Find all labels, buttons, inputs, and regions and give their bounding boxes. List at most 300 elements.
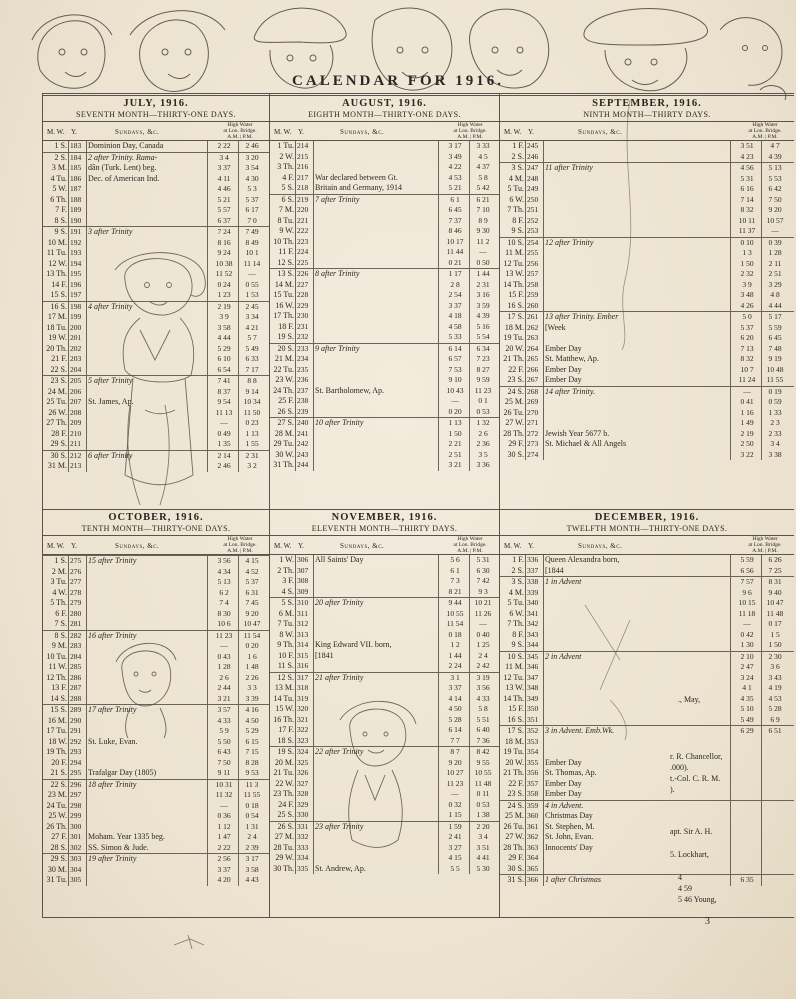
day-of-year: 228 xyxy=(297,290,309,299)
high-water-am: 3 56 xyxy=(217,556,231,565)
day-event: 1 in Advent xyxy=(545,577,582,586)
day-row xyxy=(500,162,794,174)
day-row xyxy=(500,184,794,195)
day-date: 17 S. xyxy=(507,312,524,321)
col-y: Y. xyxy=(528,542,534,550)
high-water-pm: 4 7 xyxy=(770,141,780,150)
day-row xyxy=(270,651,499,662)
month-september xyxy=(500,98,794,508)
high-water-am: 5 6 xyxy=(450,555,460,564)
day-of-year: 184 xyxy=(70,152,82,162)
day-of-year: 193 xyxy=(70,248,82,257)
day-row xyxy=(43,248,269,259)
high-water-am: 1 50 xyxy=(448,428,462,438)
high-water-am: 5 9 xyxy=(219,726,229,735)
high-water-am: 5 29 xyxy=(217,343,231,353)
high-water-am: 8 16 xyxy=(217,237,231,247)
day-of-year: 215 xyxy=(297,151,309,161)
day-row xyxy=(500,323,794,334)
day-row xyxy=(270,789,499,800)
high-water-pm: 2 6 xyxy=(478,428,488,438)
day-row xyxy=(270,268,499,280)
day-date: 19 S. xyxy=(277,332,294,341)
day-of-year: 227 xyxy=(297,279,309,289)
day-of-year: 364 xyxy=(527,853,539,862)
day-row xyxy=(43,418,269,429)
high-water-pm: 2 39 xyxy=(245,842,259,852)
month-november xyxy=(270,512,499,917)
high-water-pm: 6 15 xyxy=(245,736,259,746)
day-of-year: 305 xyxy=(70,875,82,884)
day-row xyxy=(270,407,499,418)
day-row xyxy=(500,141,794,152)
high-water-pm: 3 43 xyxy=(768,672,782,682)
high-water-am: 0 43 xyxy=(217,651,231,661)
high-water-pm: 7 10 xyxy=(476,205,490,214)
high-water-pm: — xyxy=(479,619,487,628)
col-y: Y. xyxy=(298,128,304,136)
day-row xyxy=(43,853,269,865)
hw-line-1: High Water xyxy=(457,536,483,542)
day-row xyxy=(500,344,794,355)
high-water-am: 5 33 xyxy=(448,332,462,341)
high-water-am: 5 0 xyxy=(742,312,752,321)
high-water-pm: 6 51 xyxy=(768,726,782,735)
high-water-pm: 3 29 xyxy=(768,279,782,289)
col-sundays: Sundays, &c. xyxy=(115,542,160,550)
high-water-pm: 9 20 xyxy=(245,608,259,618)
day-row xyxy=(500,768,794,779)
high-water-am: 10 27 xyxy=(446,768,464,777)
day-event: Ember Day xyxy=(545,375,582,384)
column-header xyxy=(43,535,269,555)
day-row xyxy=(270,311,499,322)
day-of-year: 320 xyxy=(297,704,309,713)
day-of-year: 191 xyxy=(70,227,82,236)
day-row xyxy=(500,737,794,748)
high-water-am: 10 55 xyxy=(446,608,464,618)
day-row xyxy=(500,450,794,461)
day-event: 23 after Trinity xyxy=(315,821,364,831)
high-water-pm: 1 53 xyxy=(245,290,259,299)
day-row xyxy=(500,662,794,673)
high-water-am: 9 44 xyxy=(448,598,462,607)
day-of-year: 347 xyxy=(527,672,539,682)
day-of-year: 287 xyxy=(70,683,82,692)
day-of-year: 185 xyxy=(70,163,82,172)
month-october xyxy=(43,512,269,917)
high-water-pm: 0 19 xyxy=(768,386,782,396)
day-of-year: 285 xyxy=(70,662,82,671)
hw-line-1: High Water xyxy=(752,536,778,542)
day-of-year: 253 xyxy=(527,226,539,235)
month-july xyxy=(43,98,269,508)
day-of-year: 314 xyxy=(297,640,309,649)
high-water-pm: 3 2 xyxy=(247,461,257,470)
day-date: 15 F. xyxy=(508,704,524,713)
day-row xyxy=(270,821,499,833)
hw-line-2: at Lon. Bridge. xyxy=(223,128,257,134)
margin-note: 3 xyxy=(705,916,710,927)
high-water-pm: 0 1 xyxy=(478,396,488,405)
day-row xyxy=(270,715,499,726)
high-water-am: 4 23 xyxy=(740,151,754,161)
high-water-pm: 9 55 xyxy=(476,757,490,767)
day-date: 5 Tu. xyxy=(507,598,524,607)
day-date: 18 F. xyxy=(278,321,294,331)
day-row xyxy=(270,258,499,269)
high-water-am: 3 37 xyxy=(448,300,462,310)
high-water-pm: 3 19 xyxy=(476,672,490,682)
day-row xyxy=(43,195,269,206)
high-water-pm: 2 36 xyxy=(476,439,490,448)
day-date: 28 Th. xyxy=(503,842,524,852)
day-event: St. Andrew, Ap. xyxy=(315,863,366,873)
day-date: 19 W. xyxy=(48,333,67,342)
high-water-pm: 2 31 xyxy=(476,279,490,289)
day-date: 25 M. xyxy=(504,811,524,820)
day-row xyxy=(270,290,499,301)
day-date: 4 M. xyxy=(508,587,524,597)
day-row xyxy=(500,439,794,450)
high-water-pm: 1 38 xyxy=(476,810,490,819)
high-water-am: 0 20 xyxy=(448,406,462,416)
high-water-pm: 0 54 xyxy=(245,811,259,820)
high-water-am: 0 49 xyxy=(217,428,231,438)
day-of-year: 265 xyxy=(527,354,539,363)
day-date: 15 Tu. xyxy=(273,290,294,299)
day-date: 6 M. xyxy=(278,608,294,618)
high-water-pm: 10 21 xyxy=(474,598,492,607)
day-of-year: 195 xyxy=(70,269,82,278)
day-date: 3 Tu. xyxy=(50,577,67,586)
high-water-am: 6 29 xyxy=(740,726,754,735)
high-water-pm: 2 20 xyxy=(476,821,490,831)
high-water-pm: 2 33 xyxy=(768,428,782,438)
day-of-year: 315 xyxy=(297,650,309,660)
high-water-pm: 9 19 xyxy=(768,354,782,363)
column-header xyxy=(43,121,269,141)
high-water-pm: 2 42 xyxy=(476,661,490,670)
day-row xyxy=(500,598,794,609)
day-event: [1841 xyxy=(315,650,334,660)
day-date: 16 W. xyxy=(275,300,294,310)
day-row xyxy=(43,408,269,419)
month-title: SEPTEMBER, 1916. xyxy=(592,98,702,109)
day-row xyxy=(500,630,794,641)
high-water-am: 5 13 xyxy=(217,577,231,586)
high-water-am: 4 1 xyxy=(742,683,752,692)
day-event: 10 after Trinity xyxy=(315,418,364,427)
day-of-year: 290 xyxy=(70,715,82,725)
day-of-year: 246 xyxy=(527,151,539,161)
hw-line-3: A.M. | P.M. xyxy=(752,548,778,554)
day-of-year: 318 xyxy=(297,683,309,692)
day-row xyxy=(43,152,269,164)
hw-line-2: at Lon. Bridge. xyxy=(223,542,257,548)
day-date: 18 S. xyxy=(277,735,294,745)
day-event: 13 after Trinity. Ember xyxy=(545,312,619,321)
middle-rule xyxy=(42,509,794,510)
day-of-year: 361 xyxy=(527,821,539,831)
day-of-year: 312 xyxy=(297,619,309,628)
high-water-pm: 10 47 xyxy=(766,598,784,607)
sketch-scribble-bottom xyxy=(170,925,210,955)
day-date: 30 W. xyxy=(275,449,294,459)
day-date: 11 F. xyxy=(278,247,294,256)
day-date: 27 F. xyxy=(51,832,67,841)
day-date: 15 W. xyxy=(275,704,294,713)
day-of-year: 248 xyxy=(527,173,539,183)
day-date: 24 S. xyxy=(507,386,524,396)
high-water-pm: 9 40 xyxy=(768,587,782,597)
day-date: 30 S. xyxy=(507,863,524,873)
high-water-am: 4 15 xyxy=(448,853,462,862)
high-water-pm: 8 28 xyxy=(245,757,259,767)
col-high-water xyxy=(443,536,497,554)
day-date: 10 Tu. xyxy=(46,651,67,661)
high-water-pm: 1 50 xyxy=(768,640,782,649)
high-water-am: 3 49 xyxy=(448,151,462,161)
high-water-pm: 4 15 xyxy=(245,556,259,565)
day-row xyxy=(43,375,269,387)
day-date: 22 S. xyxy=(50,364,67,374)
day-row xyxy=(43,577,269,588)
day-row xyxy=(500,375,794,386)
high-water-am: 3 51 xyxy=(740,141,754,150)
day-event: All Saints' Day xyxy=(315,555,364,564)
day-date: 13 S. xyxy=(277,269,294,278)
day-event: St. Michael & All Angels xyxy=(545,439,627,448)
high-water-am: 2 19 xyxy=(740,428,754,438)
day-date: 25 F. xyxy=(278,396,294,405)
hw-line-3: A.M. | P.M. xyxy=(752,134,778,140)
day-row xyxy=(43,333,269,344)
high-water-am: 7 13 xyxy=(740,343,754,353)
day-row xyxy=(500,673,794,684)
day-date: 14 F. xyxy=(51,279,67,289)
day-row xyxy=(270,343,499,355)
high-water-pm: 11 23 xyxy=(474,385,492,395)
day-row xyxy=(270,396,499,407)
day-row xyxy=(43,726,269,737)
month-december xyxy=(500,512,794,917)
day-of-year: 234 xyxy=(297,354,309,363)
day-of-year: 303 xyxy=(70,854,82,863)
day-row xyxy=(43,832,269,843)
high-water-am: 2 8 xyxy=(450,279,460,289)
high-water-am: 2 19 xyxy=(217,301,231,311)
hw-line-1: High Water xyxy=(752,122,778,128)
high-water-am: 6 16 xyxy=(740,184,754,193)
day-date: 22 F. xyxy=(508,364,524,374)
high-water-am: 5 5 xyxy=(450,863,460,873)
day-date: 11 Tu. xyxy=(46,248,67,257)
high-water-pm: 11 50 xyxy=(243,407,261,417)
high-water-am: 4 14 xyxy=(448,693,462,703)
day-date: 30 S. xyxy=(507,449,524,459)
high-water-am: 0 32 xyxy=(448,799,462,809)
day-of-year: 264 xyxy=(527,343,539,353)
high-water-pm: 10 57 xyxy=(766,215,784,225)
day-row xyxy=(500,853,794,864)
high-water-am: 0 36 xyxy=(217,811,231,820)
day-date: 23 Th. xyxy=(273,789,294,798)
high-water-am: 9 24 xyxy=(217,248,231,257)
day-date: 31 S. xyxy=(507,875,524,884)
day-of-year: 212 xyxy=(70,450,82,460)
high-water-am: 11 44 xyxy=(446,247,464,256)
day-of-year: 310 xyxy=(297,598,309,607)
margin-note: 5. Lockhart, xyxy=(670,850,709,859)
day-row xyxy=(270,429,499,440)
day-row xyxy=(43,865,269,876)
day-date: 27 M. xyxy=(274,832,294,841)
day-date: 1 W. xyxy=(279,555,294,564)
day-of-year: 251 xyxy=(527,205,539,214)
high-water-am: 7 14 xyxy=(740,194,754,204)
high-water-am: 1 35 xyxy=(217,439,231,448)
day-date: 17 S. xyxy=(507,726,524,735)
col-y: Y. xyxy=(528,128,534,136)
day-date: 31 Th. xyxy=(273,460,294,469)
day-row xyxy=(500,588,794,599)
month-subtitle: TENTH MONTH—THIRTY-ONE DAYS. xyxy=(81,524,231,533)
day-row xyxy=(500,248,794,259)
day-of-year: 232 xyxy=(297,332,309,341)
high-water-am: 1 30 xyxy=(740,640,754,649)
high-water-pm: 3 54 xyxy=(245,163,259,172)
high-water-am: 11 23 xyxy=(215,630,233,640)
day-row xyxy=(43,843,269,854)
day-event: 3 after Trinity xyxy=(88,227,133,236)
day-event: 2 in Advent xyxy=(545,651,582,661)
day-event: 7 after Trinity xyxy=(315,194,360,204)
day-date: 1 F. xyxy=(512,141,524,150)
day-event: Innocents' Day xyxy=(545,842,593,852)
day-row xyxy=(43,439,269,450)
high-water-pm: 5 42 xyxy=(476,183,490,192)
high-water-pm: 0 59 xyxy=(768,397,782,406)
day-row xyxy=(270,183,499,194)
day-of-year: 260 xyxy=(527,300,539,310)
day-row xyxy=(270,205,499,216)
day-of-year: 192 xyxy=(70,237,82,247)
month-subtitle: SEVENTH MONTH—THIRTY-ONE DAYS. xyxy=(76,110,236,119)
day-of-year: 325 xyxy=(297,757,309,767)
day-date: 7 M. xyxy=(278,205,294,214)
day-of-year: 239 xyxy=(297,406,309,416)
day-row xyxy=(500,354,794,365)
high-water-pm: 4 19 xyxy=(768,683,782,692)
day-of-year: 365 xyxy=(527,863,539,873)
day-row xyxy=(270,725,499,736)
high-water-am: 6 14 xyxy=(448,725,462,734)
day-of-year: 247 xyxy=(527,163,539,172)
day-row xyxy=(43,238,269,249)
day-event: 17 after Trinity xyxy=(88,705,137,714)
day-row xyxy=(270,640,499,651)
day-date: 21 M. xyxy=(274,354,294,363)
day-of-year: 221 xyxy=(297,215,309,225)
high-water-pm: 2 30 xyxy=(768,651,782,661)
day-event: 19 after Trinity xyxy=(88,854,137,863)
high-water-pm: 4 44 xyxy=(768,300,782,310)
high-water-am: 6 10 xyxy=(217,354,231,363)
high-water-am: 7 50 xyxy=(217,757,231,767)
col-mw: M. W. xyxy=(47,128,65,136)
day-date: 2 Th. xyxy=(277,565,294,575)
day-row xyxy=(270,152,499,163)
high-water-am: 4 46 xyxy=(217,184,231,193)
high-water-am: 3 9 xyxy=(219,312,229,321)
day-of-year: 236 xyxy=(297,375,309,384)
hw-line-2: at Lon. Bridge. xyxy=(748,542,782,548)
hw-line-2: at Lon. Bridge. xyxy=(453,128,487,134)
high-water-am: 9 20 xyxy=(448,757,462,767)
day-of-year: 322 xyxy=(297,725,309,734)
high-water-am: 9 11 xyxy=(217,768,231,777)
margin-note: 4 xyxy=(678,873,682,882)
day-row xyxy=(270,460,499,471)
high-water-am: 3 37 xyxy=(448,683,462,692)
high-water-am: 4 26 xyxy=(740,300,754,310)
day-of-year: 341 xyxy=(527,608,539,618)
month-title: AUGUST, 1916. xyxy=(342,98,427,109)
day-of-year: 254 xyxy=(527,237,539,247)
high-water-pm: 11 26 xyxy=(474,608,492,618)
day-row xyxy=(43,790,269,801)
high-water-pm: 9 30 xyxy=(476,226,490,235)
day-date: 26 S. xyxy=(277,406,294,416)
hw-line-3: A.M. | P.M. xyxy=(457,548,483,554)
day-date: 19 Th. xyxy=(46,747,67,756)
margin-note: 4 59 xyxy=(678,884,692,893)
day-row xyxy=(43,673,269,684)
day-of-year: 317 xyxy=(297,672,309,682)
day-row xyxy=(270,800,499,811)
day-date: 8 F. xyxy=(512,215,524,225)
day-event: 14 after Trinity. xyxy=(545,386,596,396)
day-date: 24 Tu. xyxy=(46,800,67,810)
day-of-year: 292 xyxy=(70,736,82,746)
high-water-am: 2 22 xyxy=(217,842,231,852)
day-date: 1 S. xyxy=(54,556,67,565)
day-event: St. Stephen, M. xyxy=(545,821,595,831)
col-mw: M. W. xyxy=(47,542,65,550)
col-sundays: Sundays, &c. xyxy=(115,128,160,136)
day-row xyxy=(500,205,794,216)
day-event: 21 after Trinity xyxy=(315,672,364,682)
day-row xyxy=(270,853,499,864)
day-date: 28 S. xyxy=(50,842,67,852)
high-water-pm: 4 8 xyxy=(770,290,780,299)
day-date: 19 Tu. xyxy=(503,747,524,756)
day-row xyxy=(43,704,269,716)
day-row xyxy=(270,661,499,672)
day-of-year: 186 xyxy=(70,173,82,183)
day-of-year: 293 xyxy=(70,747,82,756)
high-water-pm: 4 43 xyxy=(245,875,259,884)
day-event: 5 after Trinity xyxy=(88,376,133,385)
high-water-am: — xyxy=(743,619,751,628)
high-water-am: 11 24 xyxy=(738,375,756,384)
day-date: 8 S. xyxy=(54,215,67,225)
day-date: 3 S. xyxy=(511,577,524,586)
high-water-pm: 11 54 xyxy=(243,630,261,640)
day-row xyxy=(500,725,794,737)
day-event: 3 in Advent. Emb.Wk. xyxy=(545,726,615,735)
